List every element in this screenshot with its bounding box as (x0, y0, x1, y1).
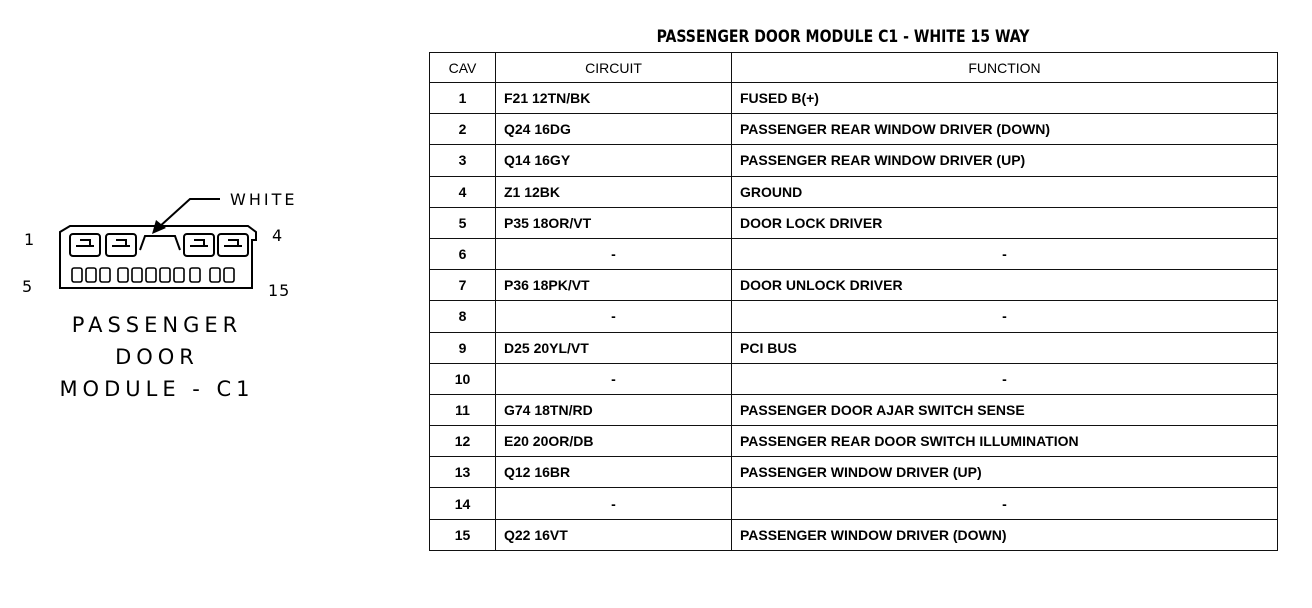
pin-label-bottom-right: 15 (268, 281, 291, 300)
cell-circuit: E20 20OR/DB (496, 426, 732, 457)
table-row (430, 238, 1278, 269)
cell-circuit: - (496, 238, 732, 269)
connector-color-label: WHITE (230, 190, 298, 209)
table-header-row (430, 53, 1278, 83)
cell-function: - (732, 363, 1278, 394)
cell-function: PASSENGER REAR DOOR SWITCH ILLUMINATION (732, 426, 1278, 457)
pinout-table (429, 52, 1278, 551)
cell-circuit: Q14 16GY (496, 145, 732, 176)
cell-circuit: Q22 16VT (496, 519, 732, 550)
table-row (430, 301, 1278, 332)
table-title: PASSENGER DOOR MODULE C1 - WHITE 15 WAY (656, 27, 1030, 47)
cell-function: - (732, 238, 1278, 269)
table-row (430, 145, 1278, 176)
cell-cav: 7 (430, 270, 496, 301)
cell-function: PASSENGER WINDOW DRIVER (UP) (732, 457, 1278, 488)
cell-function: PASSENGER DOOR AJAR SWITCH SENSE (732, 394, 1278, 425)
cell-function: DOOR UNLOCK DRIVER (732, 270, 1278, 301)
header-function: FUNCTION (732, 53, 1278, 83)
cell-function: GROUND (732, 176, 1278, 207)
cell-cav: 11 (430, 394, 496, 425)
table-row (430, 394, 1278, 425)
cell-cav: 4 (430, 176, 496, 207)
connector-name-line: DOOR (115, 345, 199, 369)
cell-circuit: G74 18TN/RD (496, 394, 732, 425)
table-row (430, 457, 1278, 488)
connector-latch (140, 236, 180, 250)
pin-label-top-right: 4 (272, 226, 284, 245)
header-circuit: CIRCUIT (496, 53, 732, 83)
upper-terminals (70, 234, 248, 256)
cell-function: PASSENGER WINDOW DRIVER (DOWN) (732, 519, 1278, 550)
connector-name (32, 309, 282, 405)
cell-cav: 9 (430, 332, 496, 363)
connector-name-line: PASSENGER (71, 313, 243, 337)
connector-drawing (0, 0, 420, 608)
connector-name-line: MODULE - C1 (59, 377, 255, 401)
cell-function: - (732, 488, 1278, 519)
table-row (430, 176, 1278, 207)
cell-cav: 5 (430, 207, 496, 238)
cell-circuit: Q24 16DG (496, 114, 732, 145)
cell-circuit: Q12 16BR (496, 457, 732, 488)
cell-circuit: F21 12TN/BK (496, 83, 732, 114)
cell-circuit: - (496, 488, 732, 519)
table-row (430, 332, 1278, 363)
cell-cav: 10 (430, 363, 496, 394)
table-row (430, 426, 1278, 457)
cell-cav: 1 (430, 83, 496, 114)
lower-terminals (72, 268, 234, 282)
cell-cav: 13 (430, 457, 496, 488)
cell-function: PASSENGER REAR WINDOW DRIVER (DOWN) (732, 114, 1278, 145)
table-row (430, 270, 1278, 301)
cell-circuit: Z1 12BK (496, 176, 732, 207)
cell-circuit: - (496, 363, 732, 394)
cell-cav: 14 (430, 488, 496, 519)
cell-function: PCI BUS (732, 332, 1278, 363)
table-row (430, 363, 1278, 394)
header-cav: CAV (430, 53, 496, 83)
cell-function: FUSED B(+) (732, 83, 1278, 114)
cell-cav: 3 (430, 145, 496, 176)
table-row (430, 83, 1278, 114)
cell-circuit: P36 18PK/VT (496, 270, 732, 301)
pin-label-bottom-left: 5 (22, 277, 34, 296)
cell-circuit: D25 20YL/VT (496, 332, 732, 363)
table-body (430, 83, 1278, 551)
cell-circuit: - (496, 301, 732, 332)
cell-cav: 8 (430, 301, 496, 332)
cell-function: PASSENGER REAR WINDOW DRIVER (UP) (732, 145, 1278, 176)
white-leader-line (158, 199, 220, 228)
table-row (430, 114, 1278, 145)
cell-cav: 6 (430, 238, 496, 269)
pin-label-top-left: 1 (24, 230, 36, 249)
cell-cav: 2 (430, 114, 496, 145)
cell-cav: 12 (430, 426, 496, 457)
connector-diagram (0, 0, 420, 608)
cell-circuit: P35 18OR/VT (496, 207, 732, 238)
table-row (430, 488, 1278, 519)
cell-cav: 15 (430, 519, 496, 550)
table-row (430, 519, 1278, 550)
table-row (430, 207, 1278, 238)
cell-function: DOOR LOCK DRIVER (732, 207, 1278, 238)
cell-function: - (732, 301, 1278, 332)
